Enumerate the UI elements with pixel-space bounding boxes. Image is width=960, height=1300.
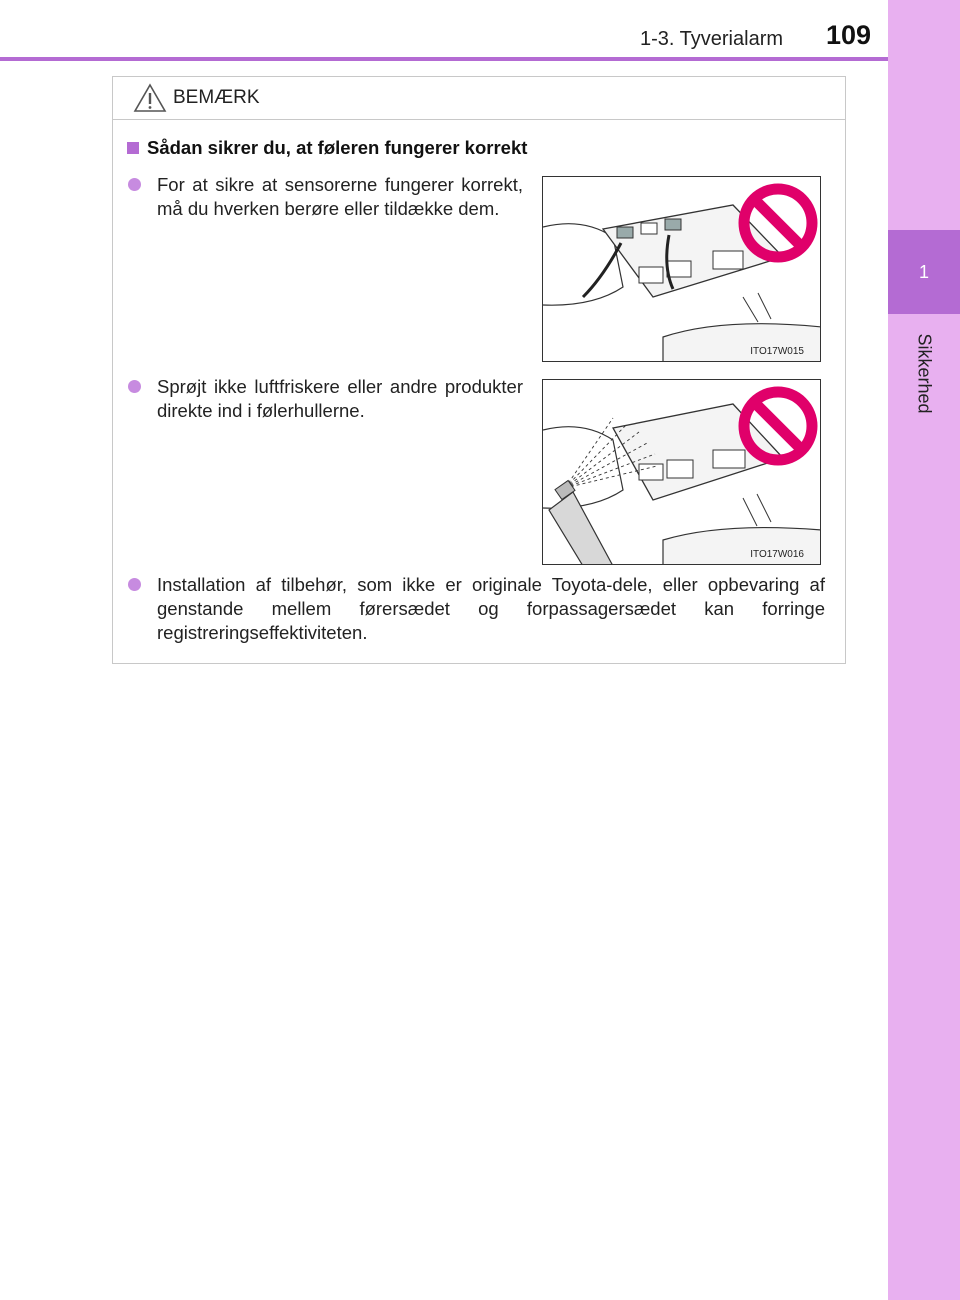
prohibition-icon <box>744 189 812 257</box>
notice-title: BEMÆRK <box>173 87 260 108</box>
round-bullet-icon <box>128 578 141 591</box>
chapter-side-tab <box>888 0 960 1300</box>
illustration-code: ITO17W015 <box>750 346 804 357</box>
square-bullet-icon <box>127 142 139 154</box>
notice-subheading <box>127 137 527 159</box>
illustration-sensor-touch <box>542 176 821 362</box>
warning-triangle-icon <box>133 83 167 113</box>
bullet-item <box>128 375 523 423</box>
chapter-label: Sikkerhed <box>914 332 935 414</box>
bullet-text: Installation af tilbehør, som ikke er originale Toyota-dele, eller opbevaring af genstande mellem førersædet og forpassagersædet kan forringe registreringseffektiviteten. <box>157 574 825 643</box>
section-title: 1-3. Tyverialarm <box>640 28 784 50</box>
round-bullet-icon <box>128 380 141 393</box>
chapter-number: 1 <box>888 230 960 314</box>
spray-drawing <box>543 380 821 565</box>
bullet-text: Sprøjt ikke luftfriskere eller andre produkter direkte ind i følerhullerne. <box>157 376 523 421</box>
header-divider <box>0 57 888 61</box>
bullet-item <box>128 173 523 221</box>
bullet-text: For at sikre at sensorerne fungerer korrekt, må du hverken berøre eller tildække dem. <box>157 174 523 219</box>
chapter-label-wrap <box>888 318 960 428</box>
illustration-spray <box>542 379 821 565</box>
illustration-code: ITO17W016 <box>750 549 804 560</box>
bullet-item <box>128 573 825 645</box>
notice-header <box>113 77 845 120</box>
sensor-touch-drawing <box>543 177 821 362</box>
round-bullet-icon <box>128 178 141 191</box>
notice-box <box>112 76 846 664</box>
page-number: 109 <box>826 20 872 50</box>
notice-subheading-text: Sådan sikrer du, at føleren fungerer korrekt <box>147 137 528 158</box>
